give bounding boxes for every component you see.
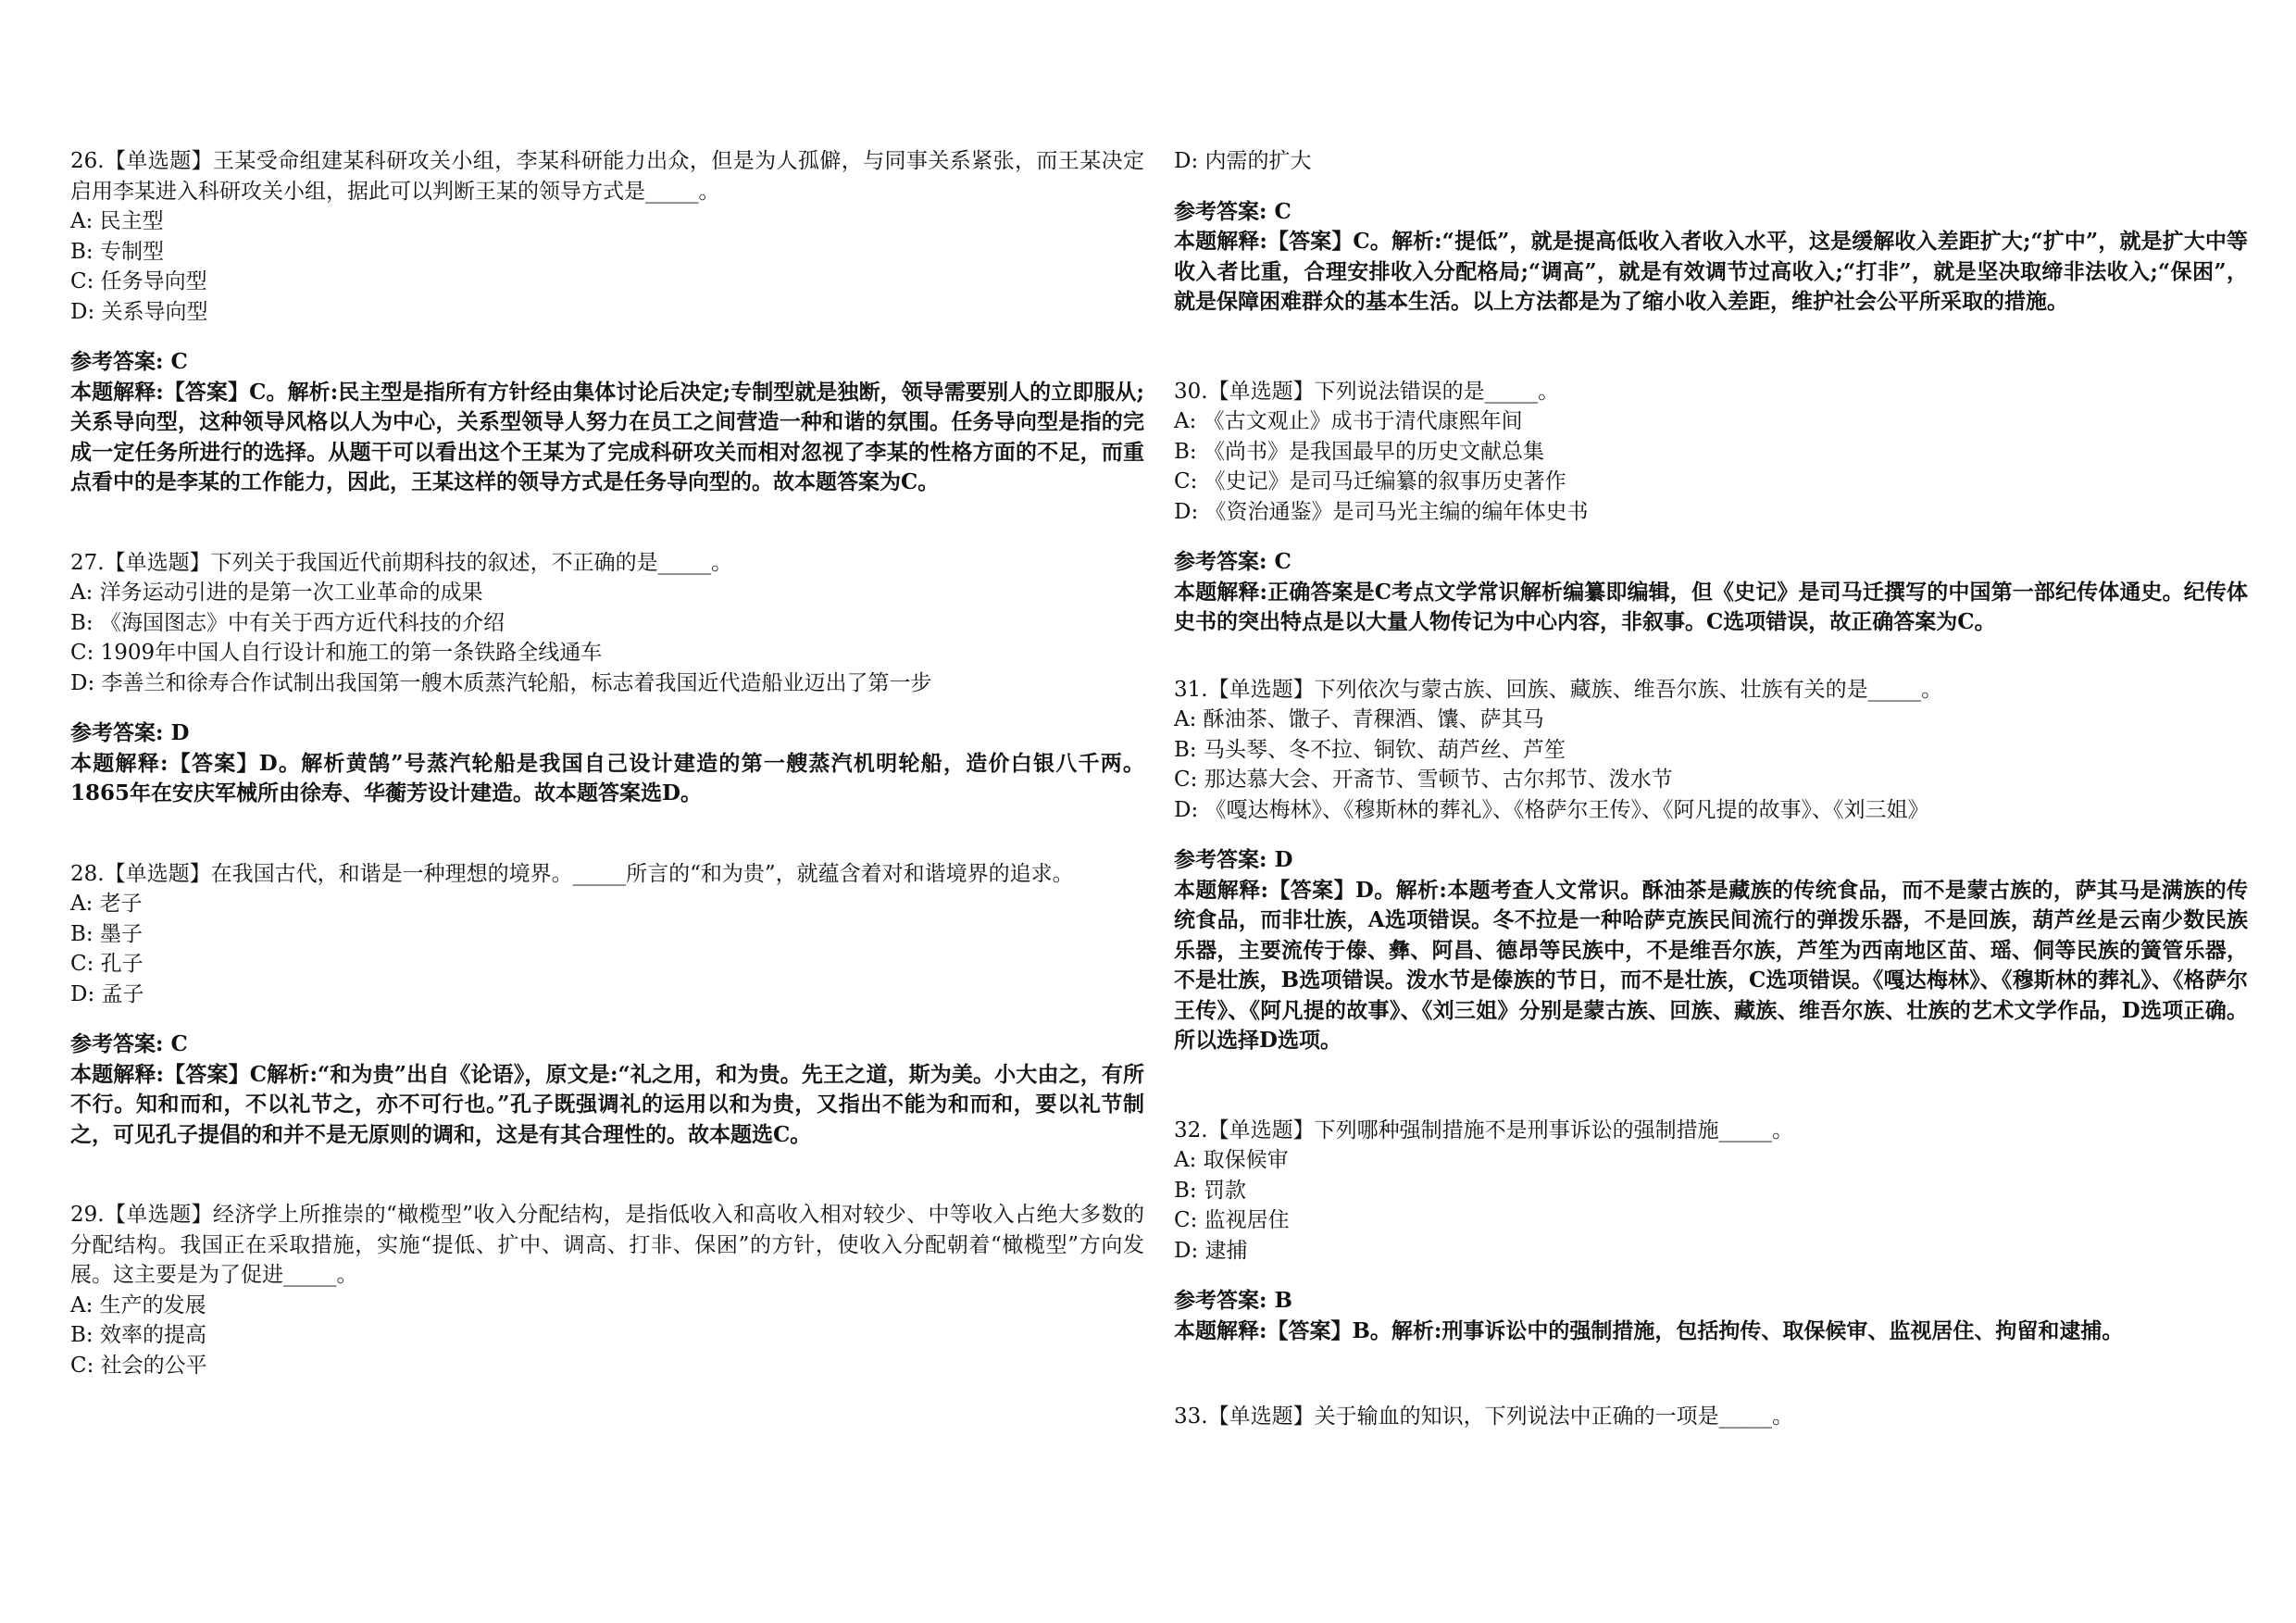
option-a: A: 取保候审: [1174, 1148, 1289, 1172]
spacer: [1174, 318, 2248, 377]
question-stem: 33.【单选题】关于输血的知识，下列说法中正确的一项是_____。: [1174, 1405, 1794, 1429]
option-b: B: 马头琴、冬不拉、铜钦、葫芦丝、芦笙: [1174, 737, 1566, 762]
question-26: [70, 146, 1144, 498]
option-c: C: 《史记》是司马迁编纂的叙事历史著作: [1174, 469, 1566, 493]
reference-answer: 参考答案: D: [70, 720, 190, 745]
question-28: [70, 859, 1144, 1151]
explanation: 本题解释:【答案】C。解析:“提低”，就是提高低收入者收入水平，这是缓解收入差距扩大;“扩中”，就是扩大中等收入者比重，合理安排收入分配格局;“调高”，就是有效调节过高收入;“打非”，就是坚决取缔非法收入;“保困”，就是保障困难群众的基本生活。以上方法都是为了缩小收入差距，维护社会公平所采取的措施。: [1174, 229, 2248, 314]
question-stem: 32.【单选题】下列哪种强制措施不是刑事诉讼的强制措施_____。: [1174, 1117, 1794, 1142]
option-d: D: 内需的扩大: [1174, 149, 1312, 173]
option-c: C: 孔子: [70, 952, 144, 976]
option-a: A: 洋务运动引进的是第一次工业革命的成果: [70, 581, 483, 605]
option-c: C: 监视居住: [1174, 1208, 1290, 1232]
question-stem: 28.【单选题】在我国古代，和谐是一种理想的境界。_____所言的“和为贵”，就蕴含着对和谐境界的追求。: [70, 861, 1074, 886]
option-b: B: 效率的提高: [70, 1323, 206, 1347]
explanation: 本题解释:【答案】B。解析:刑事诉讼中的强制措施，包括拘传、取保候审、监视居住、拘留和逮捕。: [1174, 1317, 2124, 1343]
option-b: B: 《尚书》是我国最早的历史文献总集: [1174, 439, 1544, 464]
reference-answer: 参考答案: C: [1174, 549, 1292, 574]
explanation: 本题解释:【答案】C解析:“和为贵”出自《论语》，原文是:“礼之用，和为贵。先王之道，斯为美。小大由之，有所不行。知和而和，不以礼节之，亦不可行也。”孔子既强调礼的运用以和为贵，又指出不能为和而和，要以礼节制之，可见孔子提倡的和并不是无原则的调和，这是有其合理性的。故本题选C。: [70, 1061, 1144, 1147]
spacer: [70, 809, 1144, 859]
spacer: [1174, 638, 2248, 675]
option-c: C: 1909年中国人自行设计和施工的第一条铁路全线通车: [70, 641, 603, 665]
option-b: B: 墨子: [70, 921, 143, 946]
option-c: C: 社会的公平: [70, 1353, 207, 1378]
option-d: D: 《嘎达梅林》、《穆斯林的葬礼》、《格萨尔王传》、《阿凡提的故事》、《刘三姐》: [1174, 797, 1929, 822]
option-c: C: 任务导向型: [70, 269, 207, 293]
option-d: D: 李善兰和徐寿合作试制出我国第一艘木质蒸汽轮船，标志着我国近代造船业迈出了第一步: [70, 670, 932, 695]
question-stem: 29.【单选题】经济学上所推崇的“橄榄型”收入分配结构，是指低收入和高收入相对较少、中等收入占绝大多数的分配结构。我国正在采取措施，实施“提低、扩中、调高、打非、保困”的方针，使收入分配朝着“橄榄型”方向发展。这主要是为了促进_____。: [70, 1203, 1144, 1287]
explanation: 本题解释:【答案】D。解析黄鹄”号蒸汽轮船是我国自己设计建造的第一艘蒸汽机明轮船，造价白银八千两。1865年在安庆军械所由徐寿、华蘅芳设计建造。故本题答案选D。: [70, 750, 1144, 805]
reference-answer: 参考答案: C: [70, 349, 188, 374]
question-33: [1174, 1402, 2248, 1432]
question-31: [1174, 675, 2248, 1056]
option-d: D: 关系导向型: [70, 299, 208, 324]
question-stem: 27.【单选题】下列关于我国近代前期科技的叙述，不正确的是_____。: [70, 550, 733, 575]
option-a: A: 《古文观止》成书于清代康熙年间: [1174, 409, 1523, 433]
option-a: A: 老子: [70, 892, 143, 916]
reference-answer: 参考答案: C: [1174, 198, 1292, 224]
option-a: A: 民主型: [70, 209, 164, 233]
explanation: 本题解释:【答案】C。解析:民主型是指所有方针经由集体讨论后决定;专制型就是独断，领导需要别人的立即服从;关系导向型，这种领导风格以人为中心，关系型领导人努力在员工之间营造一种和谐的氛围。任务导向型是指的完成一定任务所进行的选择。从题干可以看出这个王某为了完成科研攻关而相对忽视了李某的性格方面的不足，而重点看中的是李某的工作能力，因此，王某这样的领导方式是任务导向型的。故本题答案为C。: [70, 379, 1144, 494]
question-stem: 26.【单选题】王某受命组建某科研攻关小组，李某科研能力出众，但是为人孤僻，与同事关系紧张，而王某决定启用李某进入科研攻关小组，据此可以判断王某的领导方式是_____。: [70, 149, 1144, 204]
option-d: D: 《资治通鉴》是司马光主编的编年体史书: [1174, 499, 1589, 524]
explanation: 本题解释:正确答案是C考点文学常识解析编纂即编辑，但《史记》是司马迁撰写的中国第一部纪传体通史。纪传体史书的突出特点是以大量人物传记为中心内容，非叙事。C选项错误，故正确答案为C。: [1174, 579, 2248, 634]
option-b: B: 《海国图志》中有关于西方近代科技的介绍: [70, 610, 505, 635]
question-30: [1174, 377, 2248, 638]
option-d: D: 逮捕: [1174, 1238, 1248, 1263]
spacer: [1174, 1056, 2248, 1116]
spacer: [70, 498, 1144, 548]
question-29: [70, 1200, 1144, 1380]
option-b: B: 专制型: [70, 239, 164, 264]
option-d: D: 孟子: [70, 981, 144, 1006]
question-29-continued: [1174, 146, 2248, 318]
option-a: A: 生产的发展: [70, 1292, 206, 1317]
question-stem: 30.【单选题】下列说法错误的是_____。: [1174, 379, 1560, 404]
reference-answer: 参考答案: B: [1174, 1288, 1292, 1313]
question-32: [1174, 1116, 2248, 1347]
reference-answer: 参考答案: D: [1174, 847, 1293, 872]
reference-answer: 参考答案: C: [70, 1031, 188, 1056]
question-27: [70, 548, 1144, 809]
option-c: C: 那达慕大会、开斋节、雪顿节、古尔邦节、泼水节: [1174, 768, 1673, 792]
spacer: [70, 1150, 1144, 1200]
left-column: [70, 146, 1144, 1380]
question-stem: 31.【单选题】下列依次与蒙古族、回族、藏族、维吾尔族、壮族有关的是_____。: [1174, 677, 1943, 702]
right-column: [1174, 146, 2248, 1432]
explanation: 本题解释:【答案】D。解析:本题考查人文常识。酥油茶是藏族的传统食品，而不是蒙古族的，萨其马是满族的传统食品，而非壮族，A选项错误。冬不拉是一种哈萨克族民间流行的弹拨乐器，不是回族，葫芦丝是云南少数民族乐器，主要流传于傣、彝、阿昌、德昂等民族中，不是维吾尔族，芦笙为西南地区苗、瑶、侗等民族的簧管乐器，不是壮族，B选项错误。泼水节是傣族的节日，而不是壮族，C选项错误。《嘎达梅林》、《穆斯林的葬礼》、《格萨尔王传》、《阿凡提的故事》、《刘三姐》分别是蒙古族、回族、藏族、维吾尔族、壮族的艺术文学作品，D选项正确。所以选择D选项。: [1174, 877, 2248, 1053]
spacer: [1174, 1346, 2248, 1402]
option-a: A: 酥油茶、馓子、青稞酒、馕、萨其马: [1174, 707, 1544, 731]
option-b: B: 罚款: [1174, 1178, 1246, 1203]
